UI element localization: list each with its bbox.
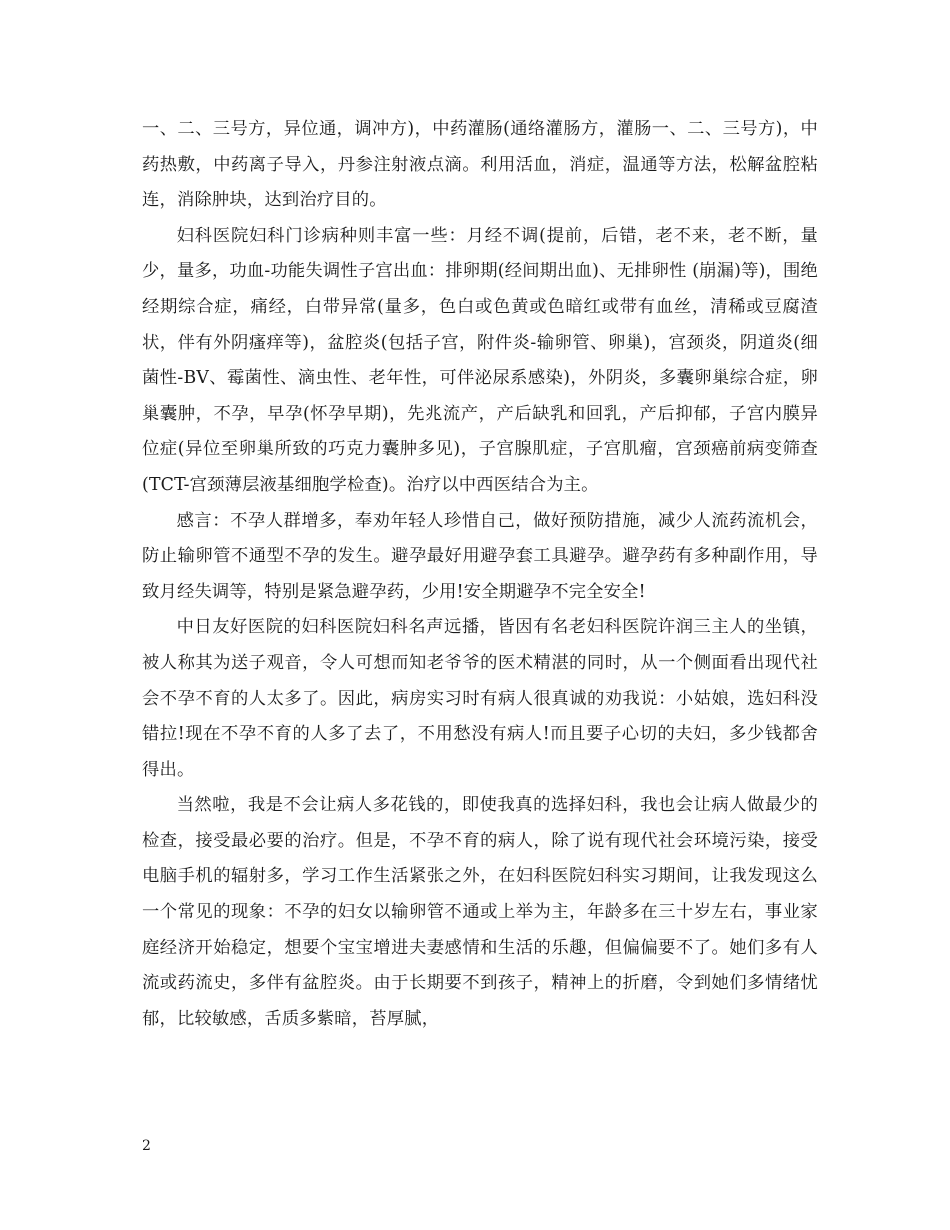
paragraph: 当然啦，我是不会让病人多花钱的，即使我真的选择妇科，我也会让病人做最少的检查，接受最必要的治疗。但是，不孕不育的病人，除了说有现代社会环境污染，接受电脑手机的辐射多，学习工作生活紧张之外，在妇科医院妇科实习期间，让我发现这么一个常见的现象：不孕的妇女以输卵管不通或上举为主，年龄多在三十岁左右，事业家庭经济开始稳定，想要个宝宝增进夫妻感情和生活的乐趣，但偏偏要不了。她们多有人流或药流史，多伴有盆腔炎。由于长期要不到孩子，精神上的折磨，令到她们多情绪忧郁，比较敏感，舌质多紫暗，苔厚腻， <box>142 795 818 1029</box>
paragraph: 中日友好医院的妇科医院妇科名声远播，皆因有名老妇科医院许润三主人的坐镇，被人称其为送子观音，令人可想而知老爷爷的医术精湛的同时，从一个侧面看出现代社会不孕不育的人太多了。因此，病房实习时有病人很真诚的劝我说：小姑娘，选妇科没错拉!现在不孕不育的人多了去了，不用愁没有病人!而且要子心切的夫妇，多少钱都舍得出。 <box>142 617 818 780</box>
document-page <box>142 112 818 1037</box>
paragraph: 妇科医院妇科门诊病种则丰富一些：月经不调(提前，后错，老不来，老不断，量少，量多，功血-功能失调性子宫出血：排卵期(经间期出血)、无排卵性 (崩漏)等)，围绝经期综合症，痛经，白带异常(量多，色白或色黄或色暗红或带有血丝，清稀或豆腐渣状，伴有外阴瘙痒等)，盆腔炎(包括子宫，附件炎-输卵管、卵巢)，宫颈炎，阴道炎(细菌性-BV、霉菌性、滴虫性、老年性，可伴泌尿系感染)，外阴炎，多囊卵巢综合症，卵巢囊肿，不孕，早孕(怀孕早期)，先兆流产，产后缺乳和回乳，产后抑郁，子宫内膜异位症(异位至卵巢所致的巧克力囊肿多见)，子宫腺肌症，子宫肌瘤，宫颈癌前病变筛查(TCT-宫颈薄层液基细胞学检查)。治疗以中西医结合为主。 <box>142 225 818 495</box>
paragraph: 一、二、三号方，异位通，调冲方)，中药灌肠(通络灌肠方，灌肠一、二、三号方)，中药热敷，中药离子导入，丹参注射液点滴。利用活血，消症，温通等方法，松解盆腔粘连，消除肿块，达到治疗目的。 <box>142 119 818 211</box>
paragraph: 感言：不孕人群增多，奉劝年轻人珍惜自己，做好预防措施，减少人流药流机会，防止输卵管不通型不孕的发生。避孕最好用避孕套工具避孕。避孕药有多种副作用，导致月经失调等，特别是紧急避孕药，少用!安全期避孕不完全安全! <box>142 510 818 602</box>
page-number: 2 <box>142 1138 151 1154</box>
